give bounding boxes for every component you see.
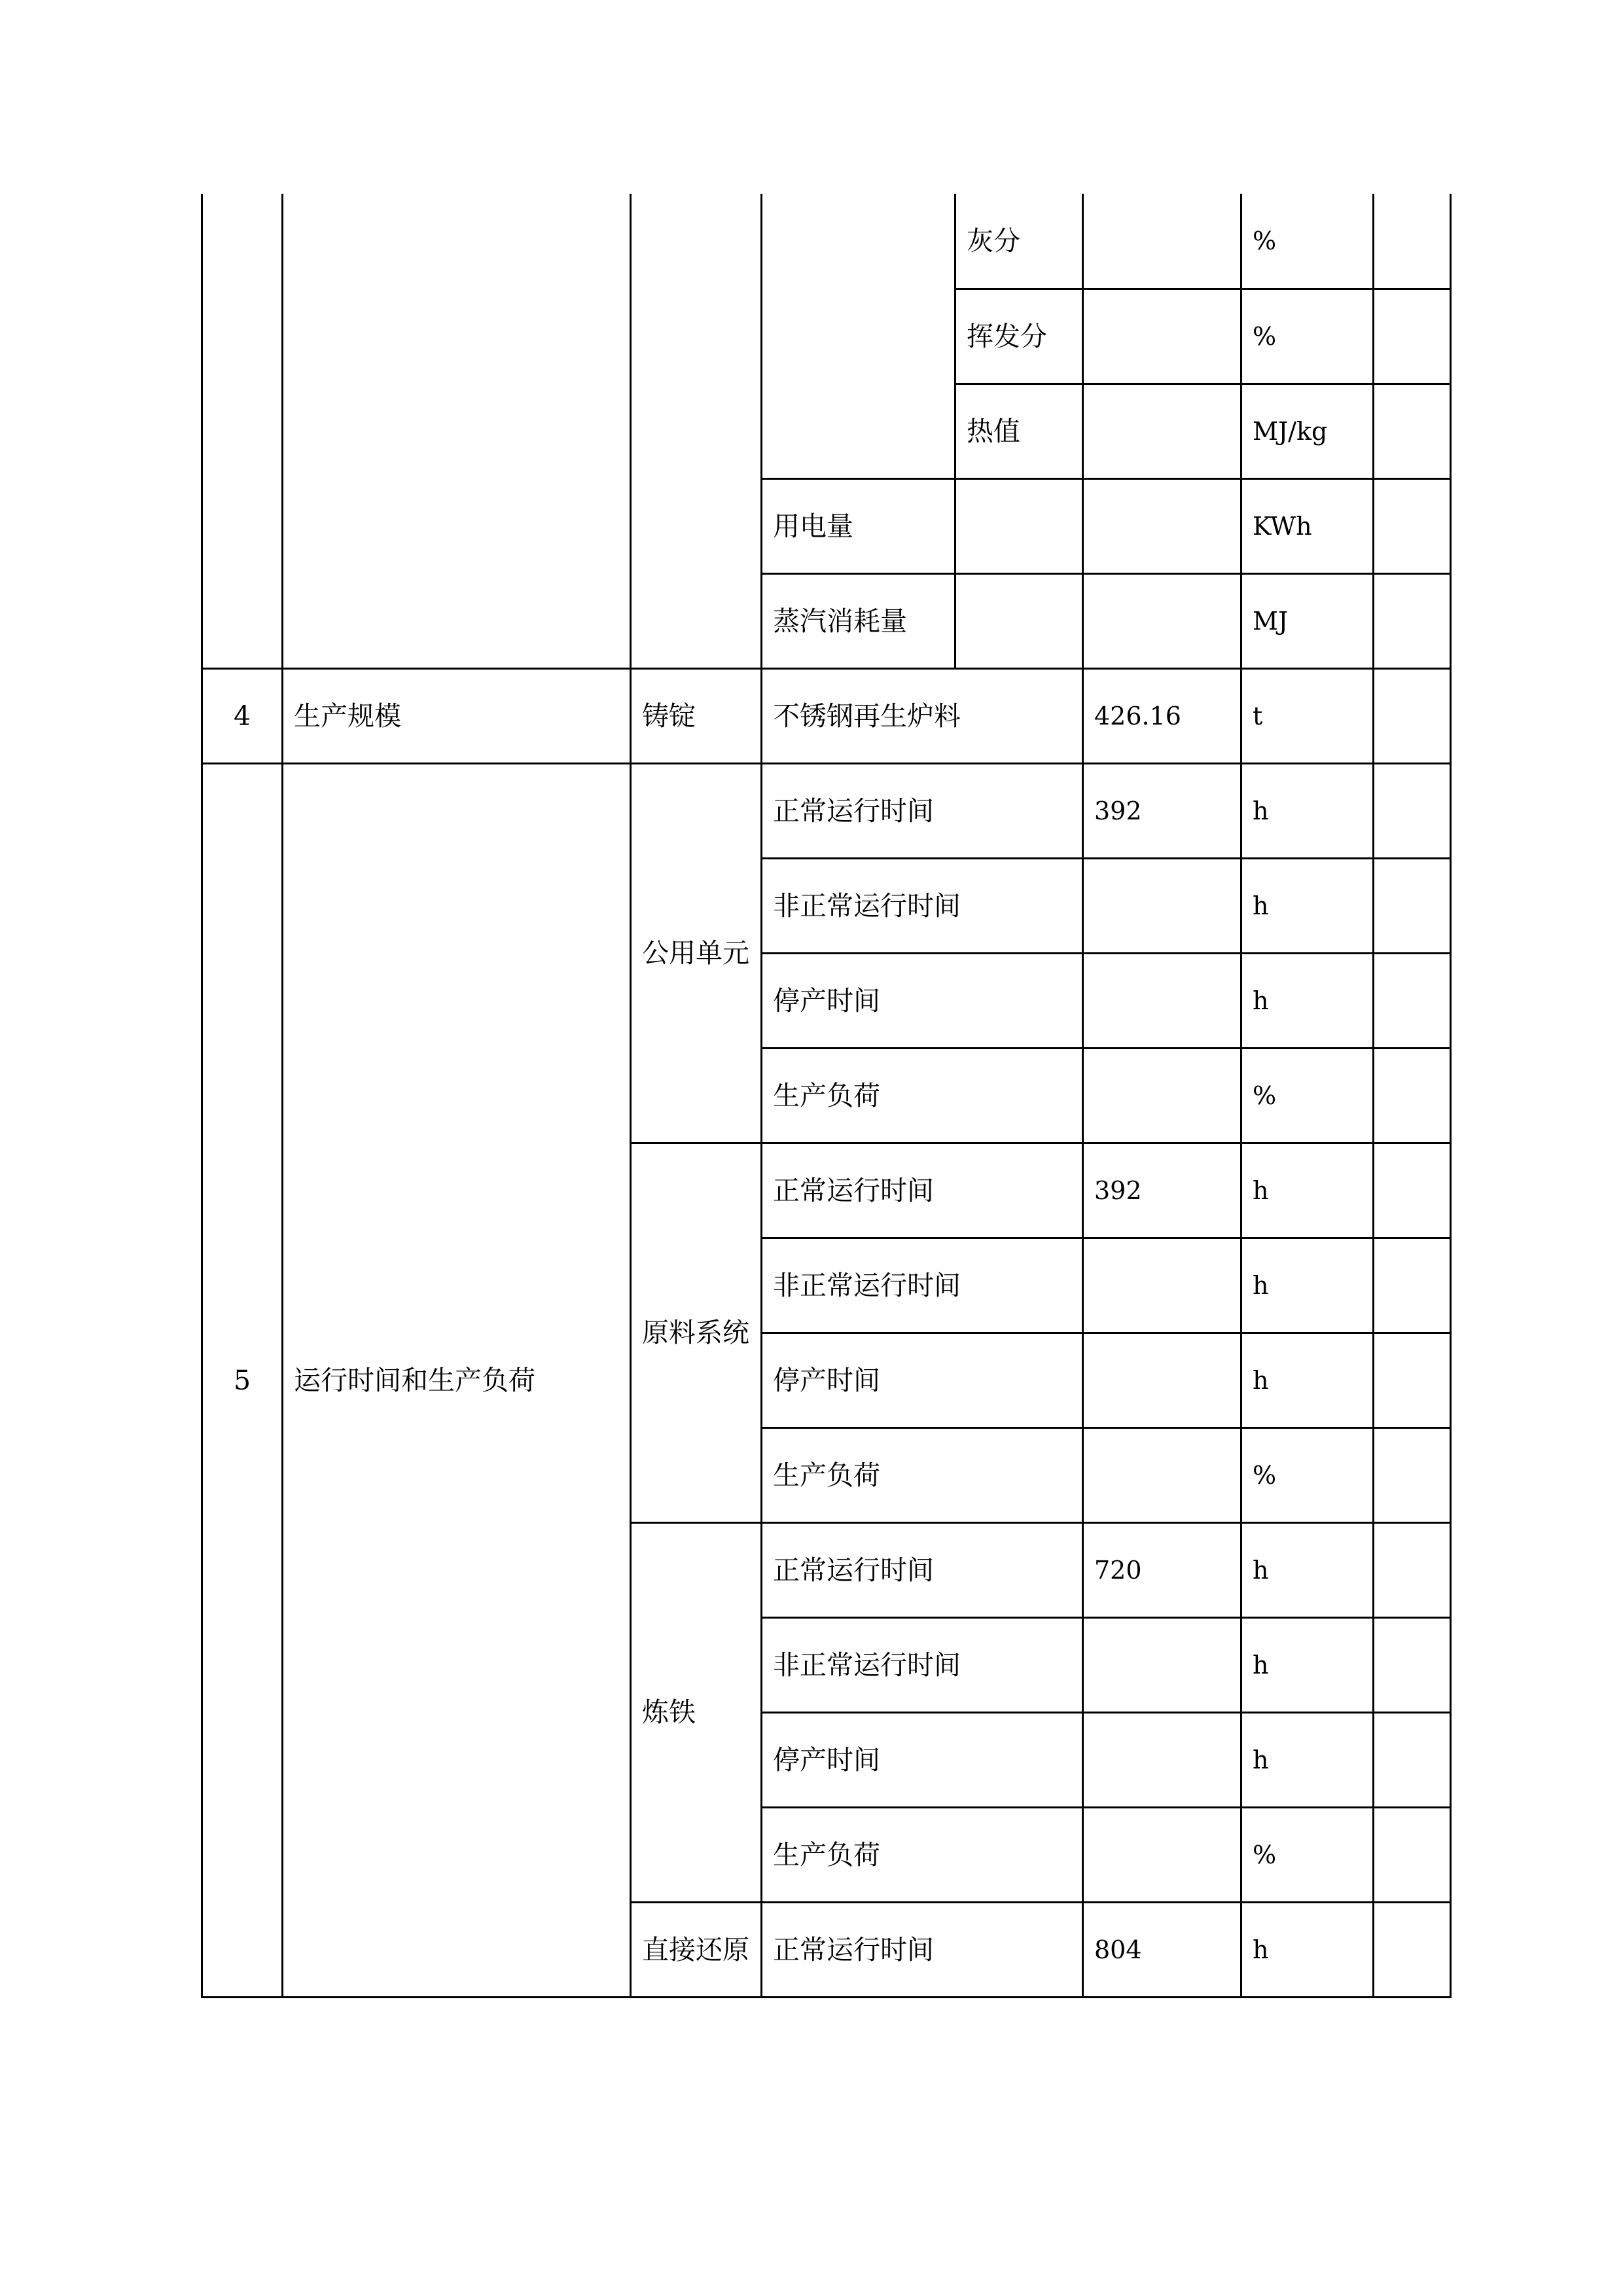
- cell-value: 720: [1083, 1522, 1241, 1617]
- cell-remark: [1374, 1048, 1451, 1143]
- cell-label: 正常运行时间: [762, 1902, 1083, 1997]
- cell-fuel-cont: [762, 194, 955, 478]
- cell-remark: [1374, 1902, 1451, 1997]
- cell-unit: h: [1241, 1617, 1374, 1712]
- cell-value: [1083, 194, 1241, 289]
- cell-remark: [1374, 289, 1451, 384]
- cell-no: 5: [202, 763, 283, 1997]
- cell-remark: [1374, 668, 1451, 763]
- cell-unit: t: [1241, 668, 1374, 763]
- cell-unit-name: 铸锭: [631, 668, 762, 763]
- cell-unit: KWh: [1241, 478, 1374, 573]
- cell-group-name: 原料系统: [631, 1143, 762, 1522]
- cell-value: [1083, 1238, 1241, 1333]
- cell-unit: h: [1241, 1522, 1374, 1617]
- cell-remark: [1374, 953, 1451, 1048]
- cell-remark: [1374, 763, 1451, 858]
- cell-label: 非正常运行时间: [762, 1617, 1083, 1712]
- cell-value: [1083, 1427, 1241, 1522]
- cell-value: [1083, 858, 1241, 953]
- cell-value: [1083, 1712, 1241, 1807]
- cell-group-name: 炼铁: [631, 1522, 762, 1902]
- cell-unit: %: [1241, 1427, 1374, 1522]
- cell-value: [1083, 478, 1241, 573]
- cell-label: 正常运行时间: [762, 1143, 1083, 1238]
- cell-sub-empty: [955, 573, 1083, 668]
- cell-label: 用电量: [762, 478, 955, 573]
- cell-value: 804: [1083, 1902, 1241, 1997]
- cell-unit: h: [1241, 1333, 1374, 1427]
- cell-item: 生产规模: [283, 668, 631, 763]
- cell-label: 灰分: [955, 194, 1083, 289]
- cell-value: [1083, 1807, 1241, 1902]
- cell-label: 停产时间: [762, 1333, 1083, 1427]
- cell-value: [1083, 289, 1241, 384]
- cell-unit: %: [1241, 194, 1374, 289]
- cell-group-name: 公用单元: [631, 763, 762, 1143]
- cell-unit: h: [1241, 1712, 1374, 1807]
- cell-remark: [1374, 1143, 1451, 1238]
- cell-item-cont: [283, 194, 631, 668]
- cell-unit: h: [1241, 1238, 1374, 1333]
- cell-label: 停产时间: [762, 1712, 1083, 1807]
- cell-value: [1083, 573, 1241, 668]
- cell-remark: [1374, 194, 1451, 289]
- cell-unit: h: [1241, 1143, 1374, 1238]
- cell-unit: h: [1241, 953, 1374, 1048]
- cell-no-cont: [202, 194, 283, 668]
- cell-remark: [1374, 858, 1451, 953]
- cell-label: 生产负荷: [762, 1427, 1083, 1522]
- cell-label: 停产时间: [762, 953, 1083, 1048]
- cell-label: 生产负荷: [762, 1048, 1083, 1143]
- cell-group-name: 直接还原: [631, 1902, 762, 1997]
- cell-label: 生产负荷: [762, 1807, 1083, 1902]
- table-row: [202, 668, 1451, 763]
- cell-value: [1083, 1333, 1241, 1427]
- cell-unit: MJ/kg: [1241, 384, 1374, 478]
- cell-remark: [1374, 1427, 1451, 1522]
- cell-unit: h: [1241, 763, 1374, 858]
- cell-unit: MJ: [1241, 573, 1374, 668]
- table-row: [202, 194, 1451, 289]
- cell-unit-cont: [631, 194, 762, 668]
- cell-item: 运行时间和生产负荷: [283, 763, 631, 1997]
- cell-product: 不锈钢再生炉料: [762, 668, 1083, 763]
- cell-remark: [1374, 1522, 1451, 1617]
- cell-remark: [1374, 1807, 1451, 1902]
- cell-no: 4: [202, 668, 283, 763]
- cell-remark: [1374, 1712, 1451, 1807]
- cell-unit: h: [1241, 1902, 1374, 1997]
- cell-remark: [1374, 478, 1451, 573]
- cell-value: [1083, 1617, 1241, 1712]
- cell-label: 正常运行时间: [762, 763, 1083, 858]
- cell-label: 非正常运行时间: [762, 858, 1083, 953]
- cell-value: [1083, 384, 1241, 478]
- cell-label: 热值: [955, 384, 1083, 478]
- table-row: [202, 763, 1451, 858]
- cell-value: [1083, 953, 1241, 1048]
- cell-value: 426.16: [1083, 668, 1241, 763]
- cell-label: 非正常运行时间: [762, 1238, 1083, 1333]
- cell-label: 挥发分: [955, 289, 1083, 384]
- cell-unit: h: [1241, 858, 1374, 953]
- cell-unit: %: [1241, 1048, 1374, 1143]
- cell-value: [1083, 1048, 1241, 1143]
- cell-remark: [1374, 384, 1451, 478]
- cell-unit: %: [1241, 1807, 1374, 1902]
- cell-remark: [1374, 1617, 1451, 1712]
- cell-remark: [1374, 1238, 1451, 1333]
- cell-sub-empty: [955, 478, 1083, 573]
- cell-unit: %: [1241, 289, 1374, 384]
- cell-remark: [1374, 1333, 1451, 1427]
- cell-remark: [1374, 573, 1451, 668]
- cell-value: 392: [1083, 763, 1241, 858]
- cell-label: 正常运行时间: [762, 1522, 1083, 1617]
- data-table: [201, 194, 1452, 1998]
- cell-label: 蒸汽消耗量: [762, 573, 955, 668]
- cell-value: 392: [1083, 1143, 1241, 1238]
